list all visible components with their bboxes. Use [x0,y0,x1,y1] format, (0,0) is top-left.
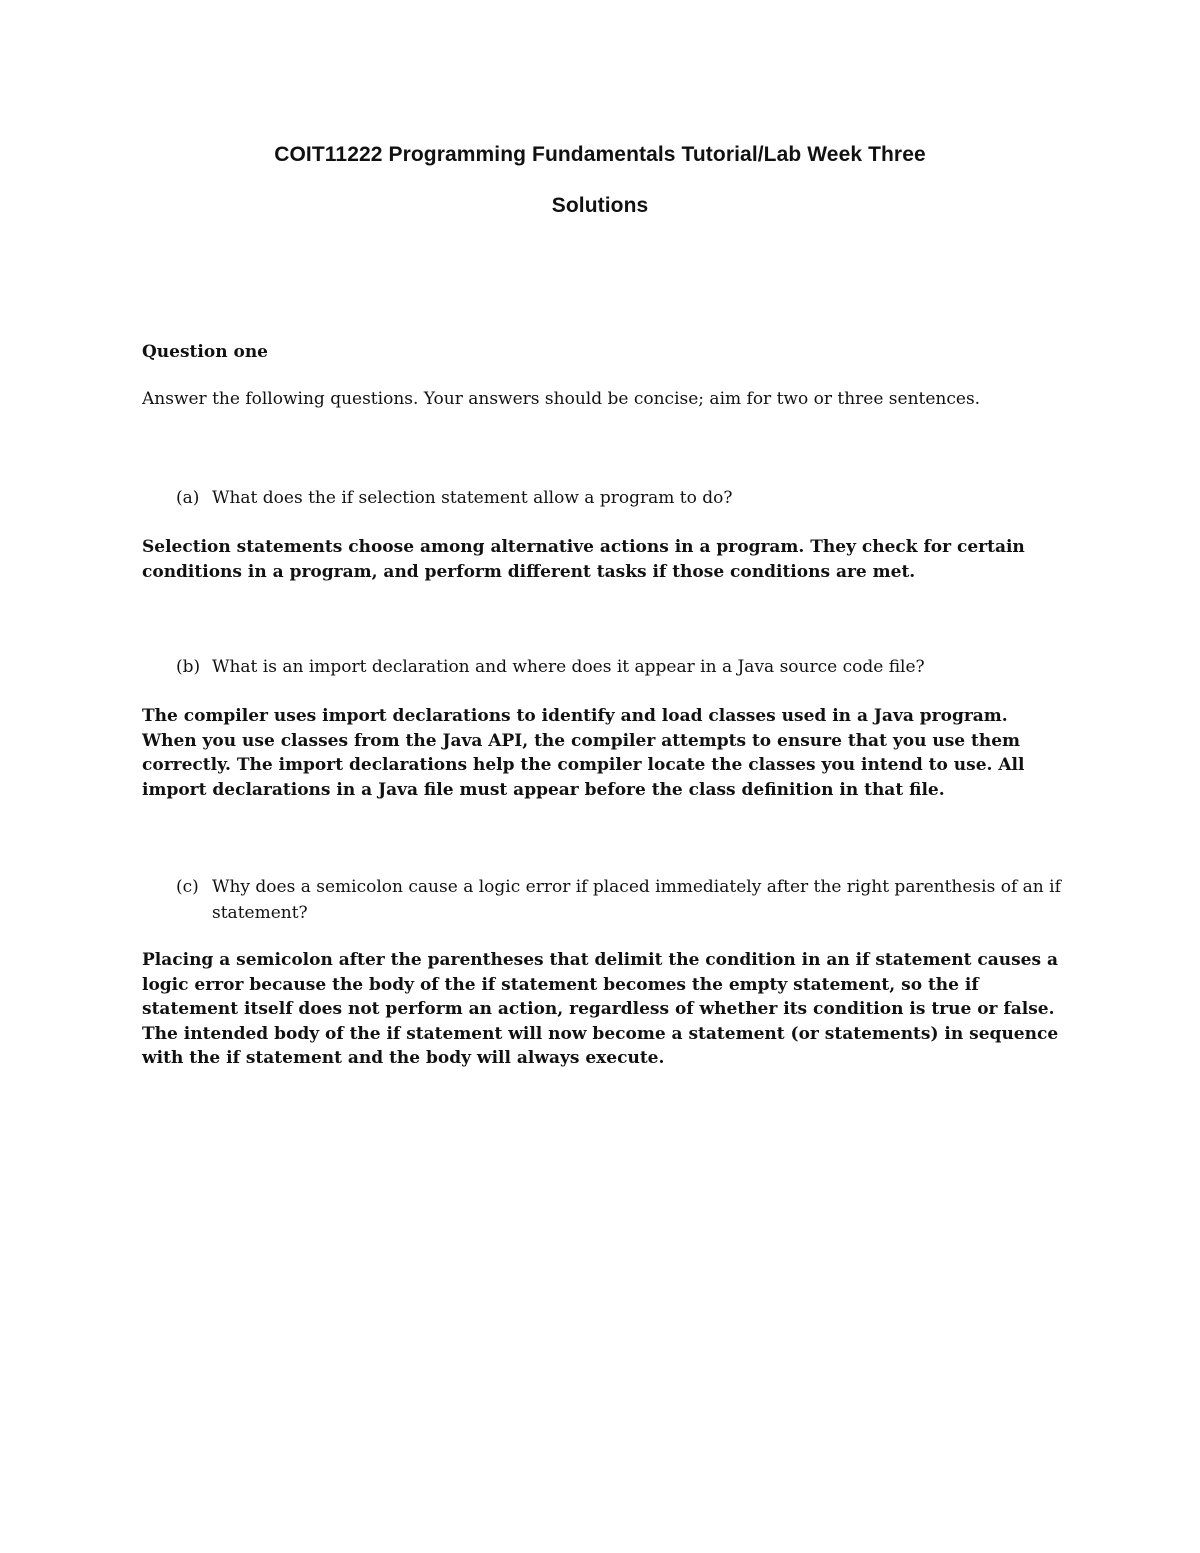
question-c-label: (c) [176,877,199,897]
section-heading: Question one [142,342,268,362]
answer-b: The compiler uses import declarations to identify and load classes used in a Java program. When you use classes from the Java API, the compiler attempts to ensure that you use them correctly. The import declarations help the compiler locate the classes you intend to use. All import declarations in a Java file must appear before the class definition in that file. [142,706,1025,800]
document-subtitle: Solutions [551,194,649,217]
question-c [176,874,1066,926]
question-c-text: Why does a semicolon cause a logic error if placed immediately after the right parenthesis of an if statement? [212,877,1061,923]
question-a [176,485,1066,511]
question-b-text: What is an import declaration and where does it appear in a Java source code file? [212,657,925,677]
question-a-label: (a) [176,488,200,508]
question-b [176,654,1066,680]
answer-a: Selection statements choose among alternative actions in a program. They check for certain conditions in a program, and perform different tasks if those conditions are met. [142,537,1025,582]
document-title: COIT11222 Programming Fundamentals Tutorial/Lab Week Three [274,143,926,166]
instruction-text: Answer the following questions. Your answers should be concise; aim for two or three sentences. [142,389,981,409]
answer-c: Placing a semicolon after the parentheses that delimit the condition in an if statement causes a logic error because the body of the if statement becomes the empty statement, so the if statement itself does not perform an action, regardless of whether its condition is true or false. The intended body of the if statement will now become a statement (or statements) in sequence with the if statement and the body will always execute. [142,950,1059,1068]
question-b-label: (b) [176,657,201,677]
question-a-text: What does the if selection statement allow a program to do? [212,488,733,508]
